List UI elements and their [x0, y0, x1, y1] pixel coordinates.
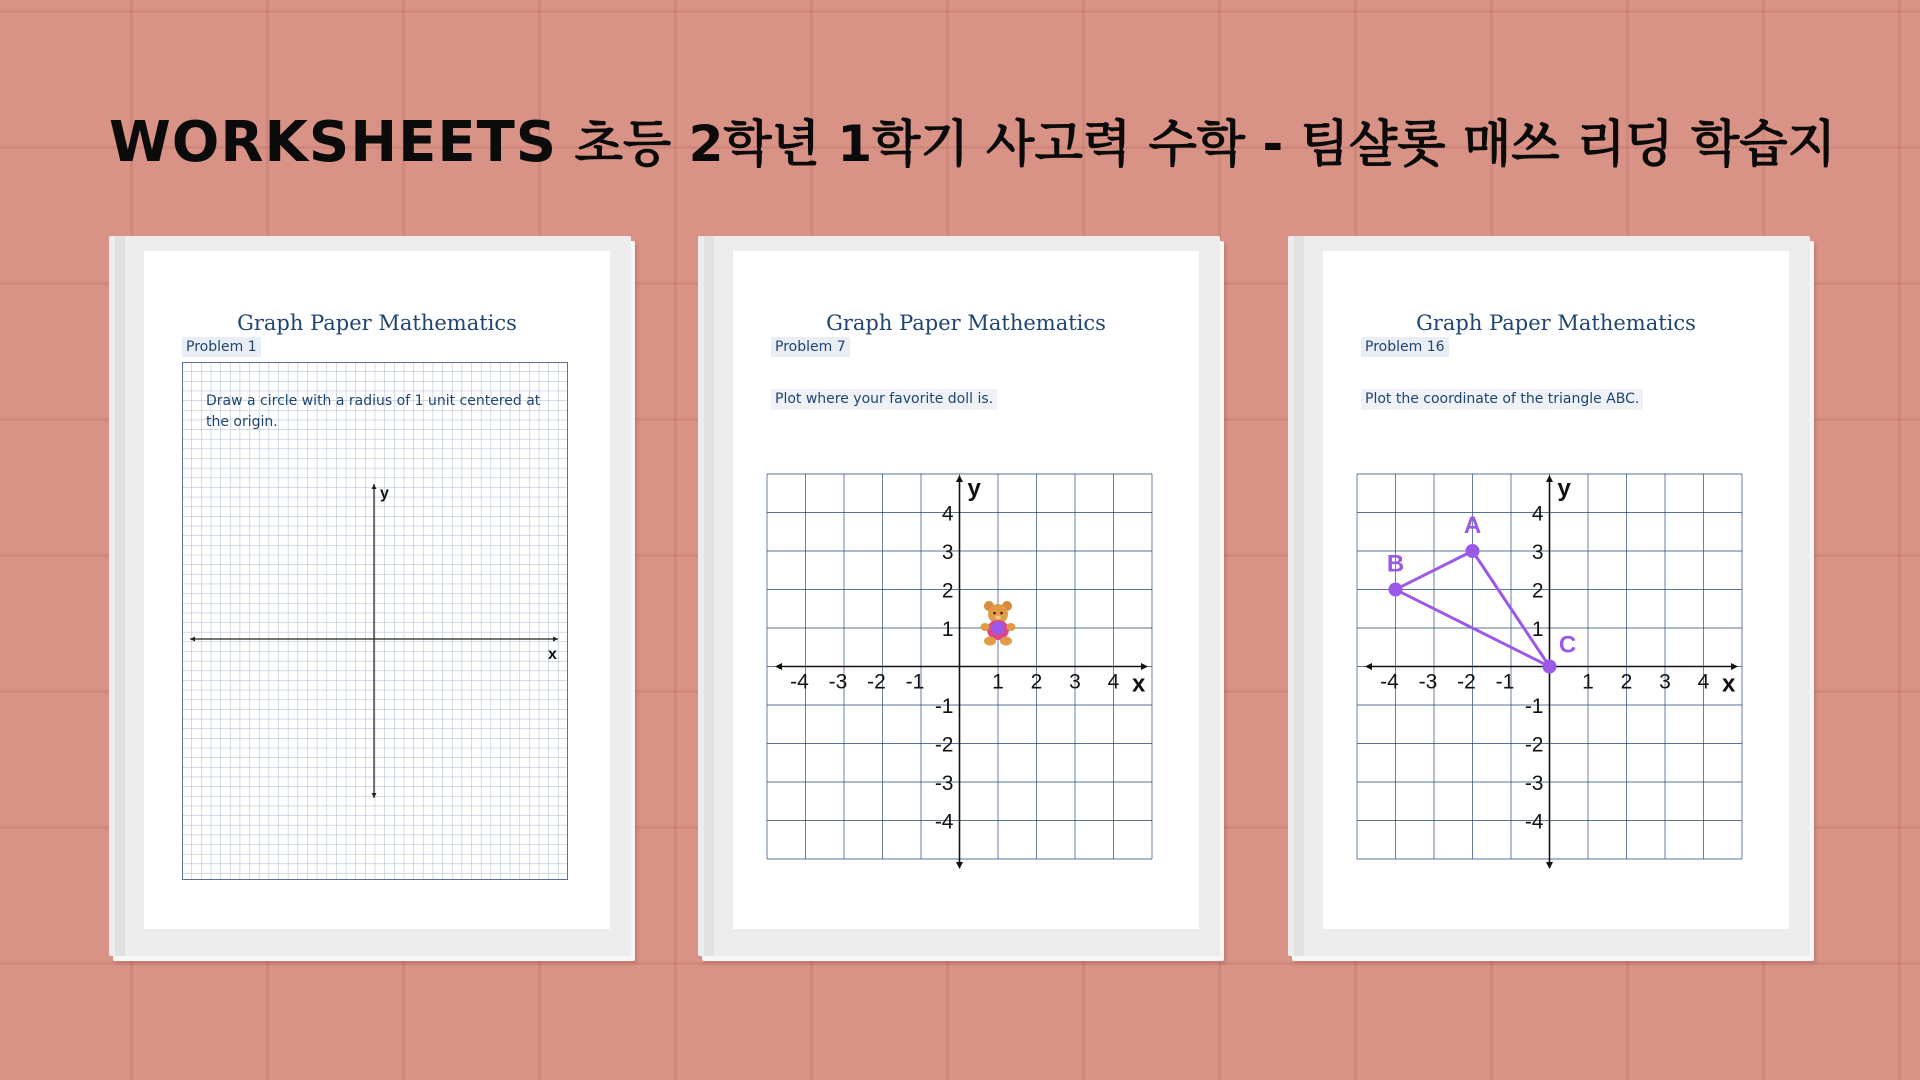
graph-paper [182, 362, 568, 880]
y-tick-label: -4 [934, 810, 954, 834]
worksheet-title: Graph Paper Mathematics [237, 311, 517, 335]
teddy-bear-snout [995, 616, 1001, 620]
y-axis-arrow-up [956, 475, 963, 482]
x-axis-arrow-left [775, 663, 782, 670]
y-tick-label: 2 [941, 579, 954, 603]
x-tick-label: -1 [905, 670, 925, 694]
y-tick-label: -1 [1524, 695, 1544, 718]
point-c-marker [1543, 660, 1557, 674]
x-axis-arrow-left [1365, 663, 1372, 670]
worksheet-paper [144, 251, 610, 929]
y-tick-labels [935, 503, 954, 834]
x-axis-arrow-left [190, 637, 195, 642]
instruction-text: Draw a circle with a radius of 1 unit centered at the origin. [206, 393, 541, 430]
triangle-vertex-labels [1387, 512, 1576, 659]
x-tick-label: 2 [1620, 670, 1633, 694]
x-tick-label: -1 [1495, 670, 1515, 694]
y-axis-label: y [967, 475, 981, 502]
y-tick-labels [1525, 503, 1544, 834]
x-tick-label: -2 [1457, 670, 1476, 694]
x-tick-label: -2 [867, 670, 886, 694]
coordinate-plane [766, 473, 1158, 873]
point-c-label: C [1558, 631, 1577, 659]
point-b-label: B [1386, 550, 1405, 578]
coordinate-axes [190, 484, 558, 798]
y-tick-label: -4 [1524, 810, 1544, 834]
doll-point-marker [992, 622, 1005, 635]
teddy-bear-foot-right [1000, 637, 1012, 646]
worksheet-title: Graph Paper Mathematics [826, 311, 1106, 335]
x-tick-labels [1380, 671, 1710, 694]
worksheet-2 [698, 236, 1220, 956]
x-tick-label: -4 [790, 670, 809, 694]
y-tick-label: 4 [941, 502, 954, 526]
instruction-text: Plot where your favorite doll is. [771, 389, 997, 410]
y-axis-arrow-down [1546, 862, 1553, 869]
worksheet-1 [109, 236, 631, 956]
teddy-bear-arm-left [981, 623, 990, 631]
x-tick-label: 2 [1030, 670, 1043, 694]
title-text: 초등 2학년 1학기 사고력 수학 - 팀샬롯 매쓰 리딩 학습지 [574, 115, 1836, 173]
y-tick-label: 3 [1531, 541, 1544, 564]
teddy-bear-arm-right [1007, 623, 1016, 631]
x-axis-arrow-right [1141, 663, 1148, 670]
coordinate-plane [1356, 473, 1748, 873]
x-axis-arrow-right [1731, 663, 1738, 670]
y-axis-arrow-up [372, 484, 377, 489]
y-axis-arrow-down [372, 793, 377, 798]
teddy-bear-eye-left [993, 612, 996, 615]
y-axis-arrow-up [1546, 475, 1553, 482]
x-axis-label: x [1722, 670, 1736, 698]
teddy-bear-eye-right [1000, 612, 1003, 615]
y-axis-label: y [1557, 475, 1571, 502]
x-tick-labels [790, 671, 1120, 694]
point-a-marker [1466, 544, 1480, 558]
x-axis-label: x [548, 646, 557, 663]
problem-label: Problem 1 [182, 337, 261, 357]
y-axis-arrow-down [956, 862, 963, 869]
point-a-label: A [1463, 512, 1482, 539]
teddy-bear-icon [981, 601, 1016, 646]
worksheet-paper [733, 251, 1199, 929]
x-tick-label: 3 [1069, 670, 1081, 694]
y-tick-label: 1 [1531, 618, 1544, 641]
x-tick-label: 3 [1659, 670, 1671, 694]
y-tick-label: 2 [1531, 579, 1544, 603]
y-tick-label: -2 [934, 733, 954, 757]
y-axis-label: y [380, 485, 389, 502]
page-title [109, 108, 1836, 179]
x-tick-label: -3 [1418, 670, 1438, 694]
title-brand: WORKSHEETS [109, 110, 558, 175]
x-tick-label: 4 [1697, 670, 1710, 694]
x-tick-label: 1 [1582, 670, 1594, 694]
y-tick-label: -3 [934, 772, 954, 795]
problem-label: Problem 16 [1361, 337, 1449, 357]
y-tick-label: 1 [941, 618, 954, 641]
x-tick-label: 4 [1107, 670, 1120, 694]
worksheet-title: Graph Paper Mathematics [1416, 311, 1696, 335]
x-tick-label: -3 [828, 670, 848, 694]
y-tick-label: -3 [1524, 772, 1544, 795]
point-b-marker [1389, 583, 1403, 597]
minor-grid [182, 362, 568, 880]
y-tick-label: -2 [1524, 733, 1544, 757]
teddy-bear-foot-left [984, 637, 996, 646]
x-tick-label: 1 [992, 670, 1004, 694]
y-tick-label: -1 [934, 695, 954, 718]
worksheet-paper [1323, 251, 1789, 929]
x-axis-arrow-right [553, 637, 558, 642]
problem-label: Problem 7 [771, 337, 850, 357]
x-axis-label: x [1132, 670, 1146, 698]
instruction-text: Plot the coordinate of the triangle ABC. [1361, 389, 1643, 410]
y-tick-label: 3 [941, 541, 954, 564]
x-tick-label: -4 [1380, 670, 1399, 694]
worksheet-3 [1288, 236, 1810, 956]
y-tick-label: 4 [1531, 502, 1544, 526]
